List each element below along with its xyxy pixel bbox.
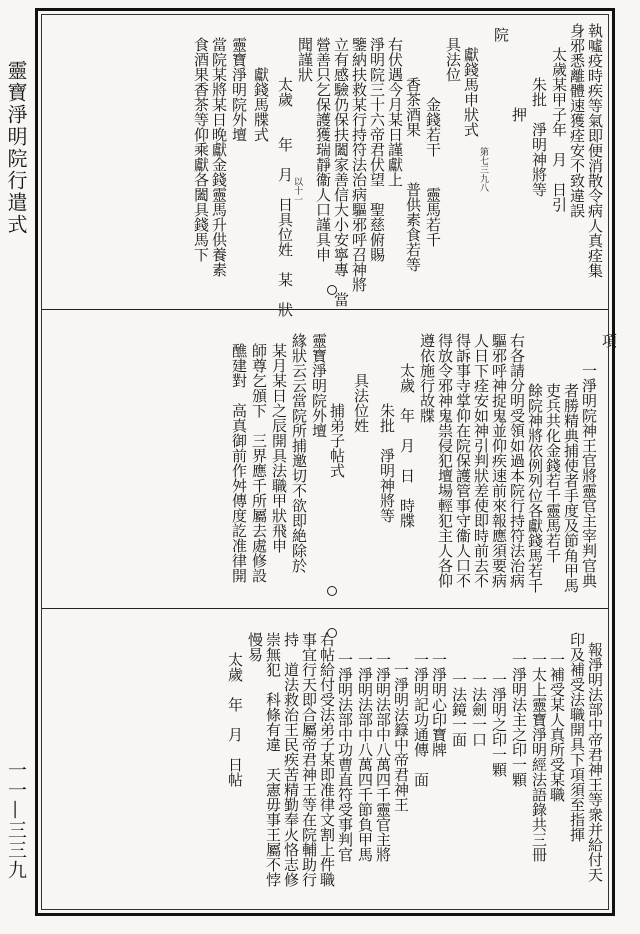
text-column: 遵依施行故牒 [418, 333, 436, 423]
text-column: 一法鏡一面 [450, 672, 468, 747]
text-column: 一淨明心印寶牌 [430, 652, 448, 757]
text-column: 右各請分明受領如過本院行持符法治病 [508, 333, 526, 588]
text-column: 獻錢馬申狀式 [462, 47, 480, 137]
panel-middle [44, 313, 618, 605]
column-note: 以十一 [292, 177, 302, 204]
text-column: 右帖給付受法弟子某即准律文割上件職 [318, 632, 336, 887]
text-column: 具法位姓 [352, 373, 370, 433]
text-column: 右伏遇今月某日謹獻上 [386, 37, 404, 187]
text-column: 執噓疫時疾等氣即便消散令病人真痊集 [586, 23, 604, 278]
text-column: 當院某將某日晚獻金錢靈馬升供養素 [210, 37, 228, 277]
text-column: 一淨明法部中功曹直符受事判官 [336, 652, 354, 862]
text-column: 金錢若干 靈馬若千 [424, 97, 442, 247]
text-column: 一補受某人真所受某職 [548, 652, 566, 802]
page-frame [35, 8, 618, 916]
side-page-number: 一一—三三九 [5, 760, 27, 880]
text-column: 太歲 年 月 日 時牒 [398, 363, 416, 528]
text-column: 鑒納扶救某行持符法治病驅邪呼召神將 [350, 37, 368, 292]
text-column: 一法劍一口 [470, 672, 488, 747]
text-column: 一淨明記功通傳 面 [412, 652, 430, 787]
text-column: 一淨明之印一顆 [490, 672, 508, 777]
text-column: 押 [510, 107, 528, 122]
text-column: 一淨明法主之印一顆 [510, 652, 528, 787]
text-column: 緣狀云云當院所捕邀切不欲即絶除於 [290, 333, 308, 573]
text-column: 者勝精典捕使者手度及節角甲馬 [562, 383, 580, 593]
text-column: 一淨明法籙中帝君神王 [392, 662, 410, 812]
panel-top [44, 17, 606, 317]
side-book-title: 靈寶淨明院行遣式 [4, 60, 28, 236]
text-column: 獻錢馬牒式 [252, 67, 270, 142]
text-column: 餘院神將依例列位各獻錢馬若千 [526, 383, 544, 593]
divider-1 [42, 309, 608, 310]
text-column: 食酒果香茶等仰乘獻各闔具錢馬下 [192, 37, 210, 262]
text-column: 人日下痊安如神引判狀差使即時前去不 [472, 333, 490, 588]
text-column: 具法位 [444, 37, 462, 82]
text-column: 一太上靈寶淨明經法語錄共三冊 [530, 652, 548, 862]
text-column: 崇無犯 科條有違 天憲毋事王屬不悖 [264, 632, 282, 887]
text-column: 朱批 淨明神將等 [530, 77, 548, 197]
text-column: 捕弟子帖式 [328, 403, 346, 478]
text-column: 香茶酒果 普供素食若等 [404, 77, 422, 272]
column-note: 第七三九八 [478, 147, 488, 192]
text-column: 朱批 淨明神將等 [378, 403, 396, 523]
text-column: 得放令邪神鬼祟侵犯壇場輕犯主人各仰 [436, 333, 454, 588]
text-column: 慢易 [246, 632, 264, 662]
text-column: 師尊乞頒下 三界應千所屬去處修設 [250, 343, 268, 583]
text-column: 聞謹狀 [296, 37, 314, 82]
text-column: 一淨明法部中八萬四千靈官主將 [374, 652, 392, 862]
text-column: 吏兵共化金錢若千靈馬若千 [544, 383, 562, 563]
text-column: 太歲某甲子年 月 日引 [550, 47, 568, 212]
text-column: 事宜行天即合屬帝君神王等在院輔助行 [300, 632, 318, 887]
text-column: 靈寶淨明院外壇 [230, 37, 248, 142]
text-column: 一淨明院神王官將靈官主宰判官典 [580, 363, 598, 588]
text-column: 太歲 年 月 日具位姓 某 狀 [276, 77, 294, 317]
text-column: 淨明院三十六帝君伏望 聖慈俯賜 [368, 37, 386, 262]
text-column: 一淨明法部中八萬四千節負甲馬 [356, 652, 374, 862]
text-column: 身邪悉離體速獲痊安不致違誤 [568, 23, 586, 218]
text-column: 靈寶淨明院外壇 [310, 333, 328, 438]
panel-bottom [44, 612, 606, 906]
text-column: 立有感驗仍保扶闔家善信大小安寧專 當 [332, 37, 350, 307]
text-column: 院 [492, 27, 510, 42]
text-column: 某月某日之辰開具法職甲狀飛申 [270, 343, 288, 553]
text-column: 驅邪呼神捉鬼並仰疾速前來報應須要病 [490, 333, 508, 588]
text-column: 營善只乞保護獲瑞靜衞人口謹具申 [314, 37, 332, 262]
panel-heading: 項 [600, 333, 618, 348]
text-column: 太歲 年 月 日帖 [226, 652, 244, 787]
text-column: 印及補受法職開具下項須至指揮 [568, 632, 586, 842]
binding-hole-icon [327, 628, 337, 638]
binding-hole-icon [327, 586, 337, 596]
text-column: 報淨明法部中帝君神王等衆并給付天 [586, 642, 604, 882]
divider-2 [42, 608, 608, 609]
text-column: 持 道法救治王民疾苦精勤奉火恪志修 [282, 632, 300, 887]
text-column: 醮建對 高真御前作舛傳度訖准律開 [230, 343, 248, 583]
text-column: 得訴事寺掌仰在院保護管事守衞人口不 [454, 333, 472, 588]
binding-hole-icon [327, 285, 337, 295]
